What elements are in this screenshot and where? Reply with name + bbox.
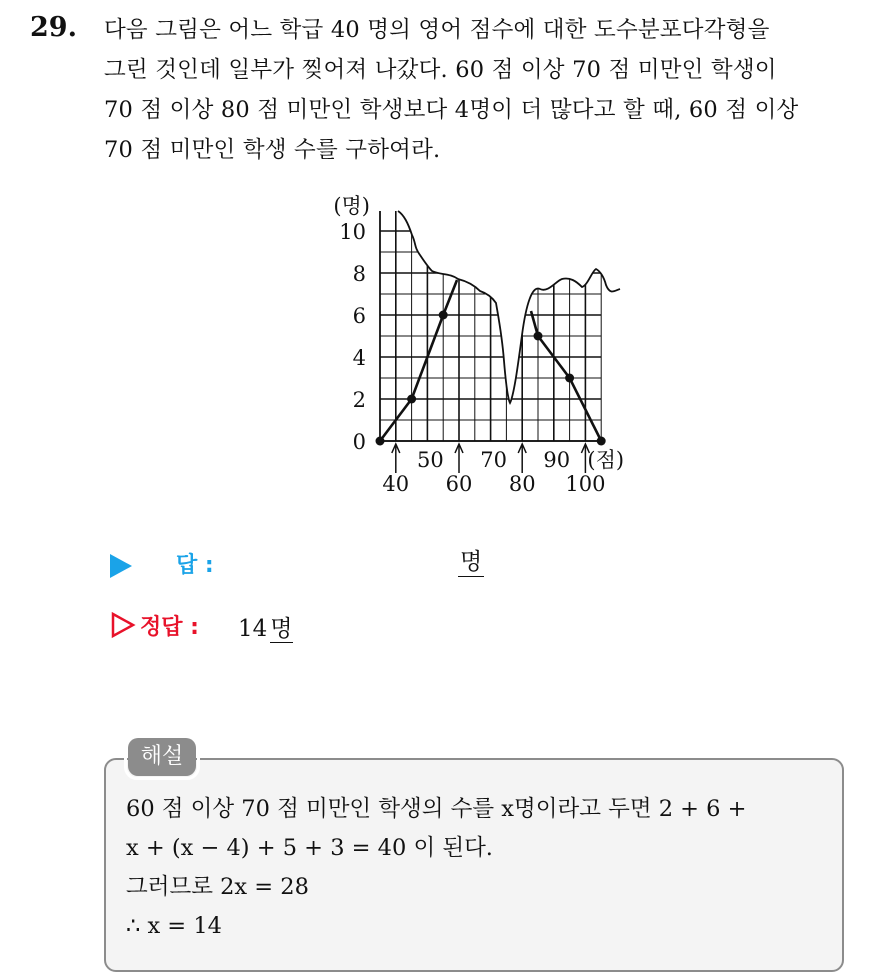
y-tick-label: 10	[339, 220, 366, 244]
y-tick-label: 6	[352, 304, 366, 328]
question-line: 70 점 이상 80 점 미만인 학생보다 4명이 더 많다고 할 때, 60 점 이상	[104, 97, 799, 123]
question-number: 29.	[30, 12, 77, 43]
question-line: 70 점 미만인 학생 수를 구하여라.	[104, 137, 441, 163]
answer-label: 답 :	[176, 553, 214, 578]
answer-blank-unit[interactable]: 명	[460, 549, 483, 575]
correct-number: 14	[238, 616, 268, 642]
correct-label: 정답 :	[140, 615, 199, 640]
x-tick-label: 90	[543, 448, 571, 472]
torn-edge	[398, 211, 620, 403]
question-line: 그린 것인데 일부가 찢어져 나갔다. 60 점 이상 70 점 미만인 학생이	[104, 57, 777, 83]
data-point	[597, 437, 606, 446]
question-line: 다음 그림은 어느 학급 40 명의 영어 점수에 대한 도수분포다각형을	[104, 17, 770, 43]
correct-answer-row	[110, 608, 610, 648]
x-tick-label: 70	[480, 448, 507, 472]
explanation-text	[126, 790, 747, 946]
play-triangle-icon	[110, 554, 132, 578]
correct-unit: 명	[270, 616, 293, 642]
frequency-polygon-chart	[300, 185, 660, 505]
y-tick-label: 2	[352, 388, 366, 412]
explanation-line: ∴ x = 14	[126, 913, 222, 939]
explanation-line: x + (x − 4) + 5 + 3 = 40 이 된다.	[126, 835, 493, 861]
question-text	[104, 10, 874, 170]
data-point	[565, 374, 574, 383]
y-axis-label: (명)	[333, 194, 370, 218]
y-tick-label: 4	[352, 346, 366, 370]
x-tick-label: 80	[508, 472, 536, 496]
explanation-tab: 해설	[128, 738, 196, 776]
data-point	[439, 311, 448, 320]
x-tick-label: 40	[382, 472, 410, 496]
x-tick-label: 100	[565, 472, 606, 496]
polygon-segment	[443, 280, 457, 315]
data-point	[534, 332, 543, 341]
x-axis-label: (점)	[587, 448, 625, 472]
x-tick-label: 50	[417, 448, 444, 472]
explanation-line: 60 점 이상 70 점 미만인 학생의 수를 x명이라고 두면 2 + 6 +	[126, 796, 747, 822]
data-point	[376, 437, 385, 446]
data-point	[407, 395, 416, 404]
answer-row	[110, 546, 610, 586]
outline-triangle-icon	[110, 610, 136, 640]
explanation-line: 그러므로 2x = 28	[126, 874, 309, 900]
correct-value	[238, 610, 293, 643]
y-tick-label: 8	[352, 262, 366, 286]
x-tick-label: 60	[445, 472, 473, 496]
y-tick-label: 0	[352, 430, 366, 454]
